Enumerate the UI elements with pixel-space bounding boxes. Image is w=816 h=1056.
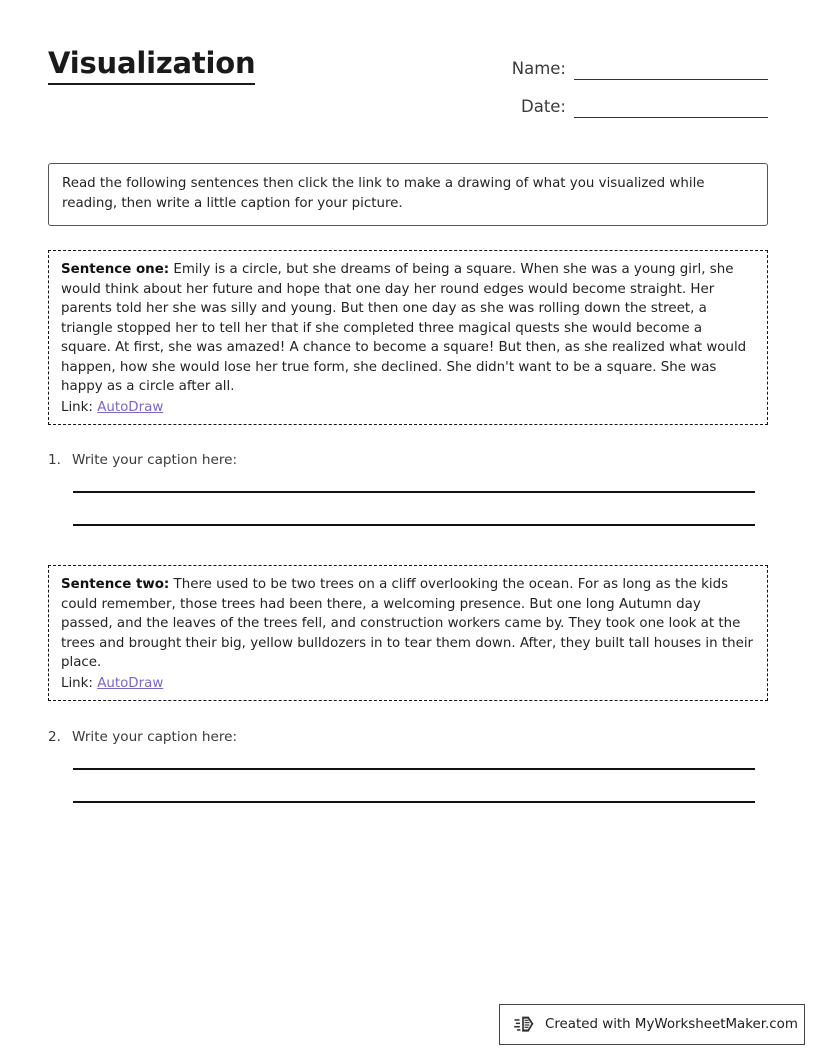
caption-block-1 xyxy=(48,452,768,526)
caption-number-2: 2. xyxy=(48,729,61,745)
page-title: Visualization xyxy=(48,48,255,85)
caption-block-2 xyxy=(48,729,768,803)
sentence-two-link-label: Link: xyxy=(61,675,93,691)
write-line[interactable] xyxy=(73,491,755,493)
date-field-row xyxy=(458,80,768,118)
caption-write-lines-1 xyxy=(73,491,755,526)
caption-number-1: 1. xyxy=(48,452,61,468)
sentence-one-body: Emily is a circle, but she dreams of being a square. When she was a young girl, she would think about her future and hope that one day her round edges would become straight. Her parents told her she was silly and young. But then one day as she was rolling down the street, a triangle stopped her to tell her that if she completed three magical quests she would become a square. At first, she was amazed! A chance to become a square! But then, as she realized what would happen, how she would lose her true form, she declined. She didn't want to be a square. She was happy as a circle after all. xyxy=(61,262,747,394)
autodraw-link-1[interactable]: AutoDraw xyxy=(97,399,164,415)
created-with-badge[interactable] xyxy=(499,1004,805,1045)
sentence-one-paragraph xyxy=(61,260,756,397)
date-label: Date: xyxy=(521,97,566,116)
sentence-one-box xyxy=(48,250,768,425)
name-field-row xyxy=(458,42,768,80)
write-line[interactable] xyxy=(73,768,755,770)
sentence-two-box xyxy=(48,565,768,701)
caption-prompt-2 xyxy=(48,729,768,745)
write-line[interactable] xyxy=(73,524,755,526)
autodraw-link-2[interactable]: AutoDraw xyxy=(97,675,164,691)
sentence-one-link-row xyxy=(61,398,756,418)
worksheet-header xyxy=(48,42,768,132)
date-input-line[interactable] xyxy=(574,97,768,118)
created-with-label: Created with MyWorksheetMaker.com xyxy=(545,1017,798,1032)
caption-text-2: Write your caption here: xyxy=(72,729,238,745)
sentence-two-link-row xyxy=(61,674,756,694)
caption-prompt-1 xyxy=(48,452,768,468)
sentence-one-link-label: Link: xyxy=(61,399,93,415)
write-line[interactable] xyxy=(73,801,755,803)
name-input-line[interactable] xyxy=(574,59,768,80)
caption-text-1: Write your caption here: xyxy=(72,452,238,468)
sentence-two-body: There used to be two trees on a cliff overlooking the ocean. For as long as the kids could remember, those trees had been there, a welcoming presence. But one long Autumn day passed, and the leaves of the trees fell, and construction workers came by. They took one look at the trees and brought their big, yellow bulldozers in to tear them down. After, they built tall houses in their place. xyxy=(61,577,754,670)
sentence-one-label: Sentence one: xyxy=(61,262,170,277)
sentence-two-label: Sentence two: xyxy=(61,577,170,592)
student-info-fields xyxy=(458,42,768,118)
instructions-text: Read the following sentences then click the link to make a drawing of what you visualized while reading, then write a little caption for your picture. xyxy=(62,176,705,211)
flying-page-icon xyxy=(514,1014,536,1036)
caption-write-lines-2 xyxy=(73,768,755,803)
sentence-two-paragraph xyxy=(61,575,756,673)
instructions-box xyxy=(48,163,768,226)
name-label: Name: xyxy=(511,59,566,78)
